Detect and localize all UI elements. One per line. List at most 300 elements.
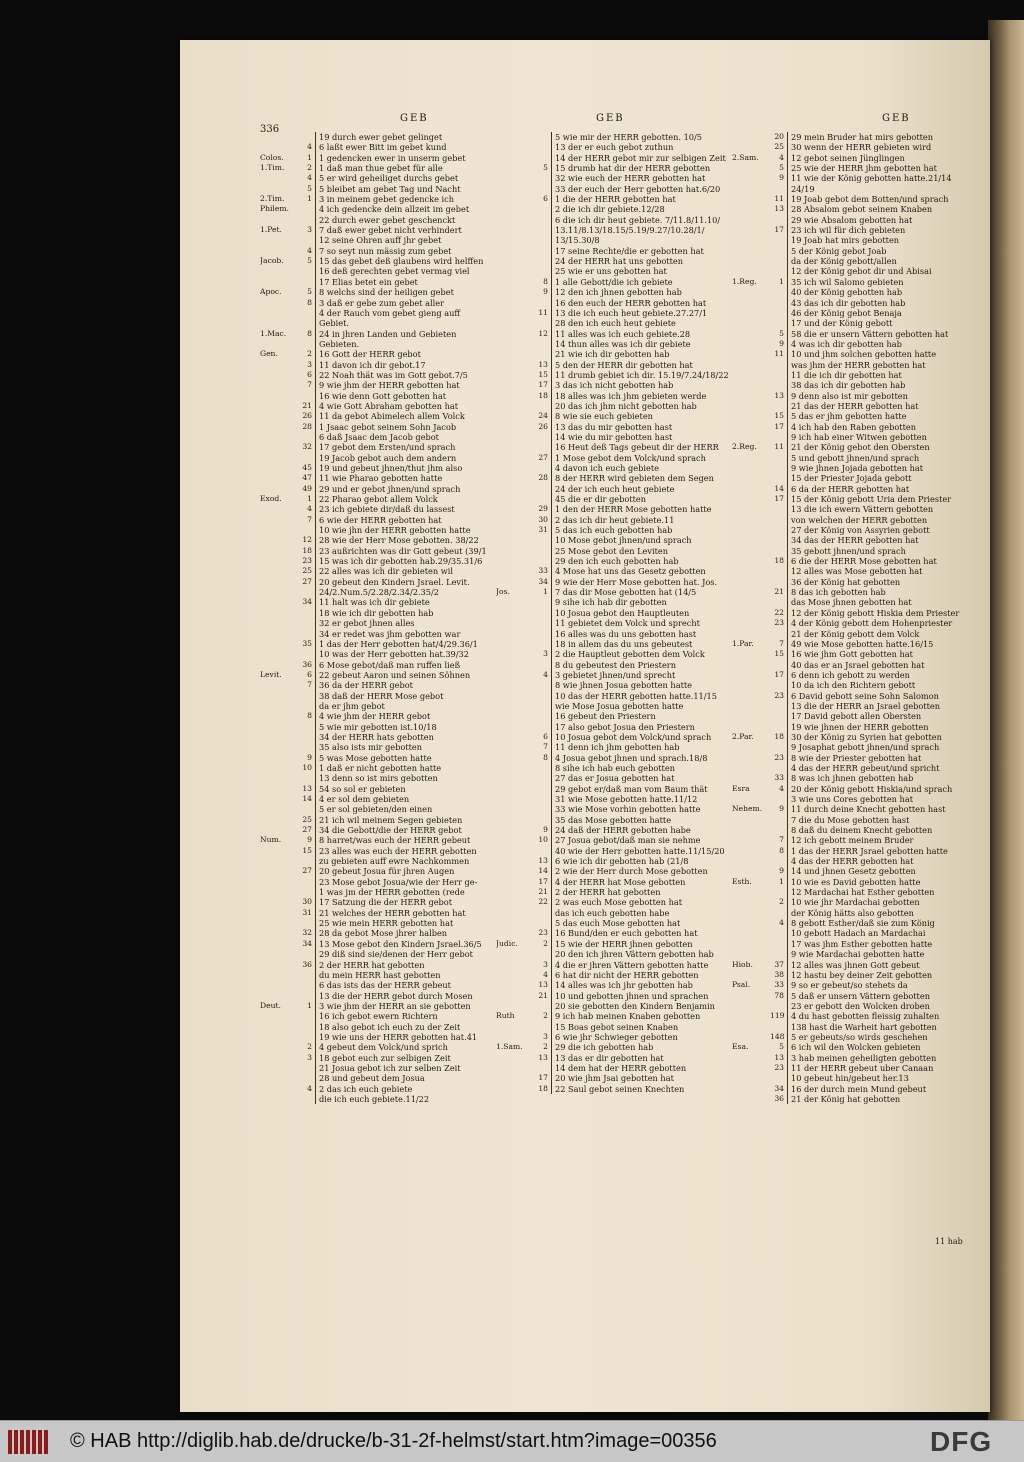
index-entry bbox=[496, 815, 746, 825]
book-abbrev bbox=[496, 287, 534, 297]
entry-text: 24 in jhren Landen und Gebieten bbox=[315, 329, 510, 339]
index-entry bbox=[496, 773, 746, 783]
book-abbrev: Ruth bbox=[496, 1011, 515, 1021]
entry-text: 16 der durch mein Mund gebeut bbox=[787, 1084, 994, 1094]
entry-text: 30 der König zu Syrien hat gebotten bbox=[787, 732, 994, 742]
chapter-number bbox=[534, 691, 551, 701]
index-entry bbox=[732, 928, 994, 938]
chapter-number bbox=[534, 722, 551, 732]
entry-text: 29 diß sind sie/denen der Herr gebot bbox=[315, 949, 510, 959]
index-entry bbox=[732, 339, 994, 349]
entry-text: 16 ich gebot ewern Richtern bbox=[315, 1011, 510, 1021]
entry-text: 27 der König von Assyrien gebott bbox=[787, 525, 994, 535]
book-abbrev bbox=[496, 1032, 534, 1042]
index-entry bbox=[496, 525, 746, 535]
chapter-number bbox=[534, 763, 551, 773]
entry-text: 6 da der HERR gebotten hat bbox=[787, 484, 994, 494]
entry-text: 13/15.30/8 bbox=[551, 235, 746, 245]
entry-text: 23 Mose gebot Josua/wie der Herr ge- bbox=[315, 877, 510, 887]
book-abbrev bbox=[496, 484, 534, 494]
column-head: GEB bbox=[400, 113, 429, 124]
chapter-number bbox=[298, 525, 315, 535]
chapter-number bbox=[534, 184, 551, 194]
entry-text: 19 durch ewer gebet gelinget bbox=[315, 132, 510, 142]
entry-text: 4 das der HERR gebeut/und spricht bbox=[787, 763, 994, 773]
index-entry bbox=[732, 515, 994, 525]
chapter-number bbox=[298, 732, 315, 742]
entry-text: 6 denn ich gebott zu werden bbox=[787, 670, 994, 680]
book-abbrev bbox=[732, 608, 770, 618]
entry-text: 1 daß man thue gebet für alle bbox=[315, 163, 510, 173]
index-entry bbox=[732, 629, 994, 639]
chapter-number: 20 bbox=[774, 132, 784, 141]
entry-text: du mein HERR hast gebotten bbox=[315, 970, 510, 980]
chapter-number: 21 bbox=[538, 990, 548, 1000]
chapter-number bbox=[770, 887, 787, 897]
entry-text: 28 Absalom gebot seinem Knaben bbox=[787, 204, 994, 214]
entry-text: die ich euch gebiete.11/22 bbox=[315, 1094, 510, 1104]
entry-text: 29 die ich gebotten hab bbox=[551, 1042, 746, 1052]
book-abbrev bbox=[260, 1053, 298, 1063]
index-entry bbox=[732, 722, 994, 732]
index-entry bbox=[260, 835, 510, 845]
index-entry bbox=[732, 163, 994, 173]
index-entry bbox=[496, 1011, 746, 1021]
entry-text: 5 bleibet am gebet Tag und Nacht bbox=[315, 184, 510, 194]
chapter-number bbox=[770, 660, 787, 670]
index-entry bbox=[732, 380, 994, 390]
chapter-number: 9 bbox=[543, 825, 548, 835]
chapter-number: 27 bbox=[302, 825, 312, 835]
entry-text: 10 wie es David gebotten hatte bbox=[787, 877, 994, 887]
book-abbrev bbox=[260, 960, 298, 970]
entry-text: 35 das Mose gebotten hatte bbox=[551, 815, 746, 825]
book-abbrev bbox=[732, 866, 770, 876]
entry-text: 8 du gebeutest den Priestern bbox=[551, 660, 746, 670]
book-abbrev bbox=[732, 204, 770, 214]
index-entry bbox=[496, 473, 746, 483]
book-abbrev bbox=[732, 753, 770, 763]
chapter-number: 13 bbox=[774, 390, 784, 400]
chapter-number bbox=[534, 918, 551, 928]
book-abbrev bbox=[732, 1032, 770, 1042]
entry-text: 15 drumb hat dir der HERR gebotten bbox=[551, 163, 746, 173]
book-abbrev bbox=[732, 597, 770, 607]
entry-text: 6 die der HERR Mose gebotten hat bbox=[787, 556, 994, 566]
index-entry bbox=[496, 142, 746, 152]
entry-text: 16 gebeut den Priestern bbox=[551, 711, 746, 721]
chapter-number: 2 bbox=[307, 163, 312, 173]
book-abbrev bbox=[260, 411, 298, 421]
index-entry bbox=[260, 742, 510, 752]
chapter-number bbox=[770, 525, 787, 535]
index-entry bbox=[732, 680, 994, 690]
chapter-number: 35 bbox=[302, 638, 312, 648]
index-entry bbox=[260, 639, 510, 649]
book-abbrev bbox=[732, 473, 770, 483]
book-abbrev bbox=[732, 1022, 770, 1032]
index-entry bbox=[732, 525, 994, 535]
chapter-number bbox=[534, 246, 551, 256]
index-entry bbox=[496, 991, 746, 1001]
chapter-number bbox=[298, 804, 315, 814]
entry-text: 34 er redet was jhm gebotten war bbox=[315, 629, 510, 639]
index-entry bbox=[496, 597, 746, 607]
entry-text: 14 dem hat der HERR gebotten bbox=[551, 1063, 746, 1073]
entry-text: 6 wie ich dir gebotten hab (21/8 bbox=[551, 856, 746, 866]
index-entry bbox=[260, 1094, 510, 1104]
index-entry bbox=[260, 773, 510, 783]
entry-text: 7 die du Mose gebotten hast bbox=[787, 815, 994, 825]
book-abbrev bbox=[260, 1073, 298, 1083]
index-entry bbox=[260, 928, 510, 938]
book-abbrev: 1.Tim. bbox=[260, 163, 285, 173]
chapter-number: 17 bbox=[538, 1073, 548, 1083]
entry-text: 11 drumb gebiet ich dir. 15.19/7.24/18/22 bbox=[551, 370, 746, 380]
chapter-number: 29 bbox=[538, 504, 548, 514]
book-abbrev bbox=[496, 308, 534, 318]
book-abbrev bbox=[496, 577, 534, 587]
entry-text: 11 da gebot Abimelech allem Volck bbox=[315, 411, 510, 421]
entry-text: 34 die Gebott/die der HERR gebot bbox=[315, 825, 510, 835]
chapter-number: 25 bbox=[302, 566, 312, 576]
entry-text: 46 der König gebot Benaja bbox=[787, 308, 994, 318]
entry-text: 28 da gebot Mose jhrer halben bbox=[315, 928, 510, 938]
entry-text: 40 der König gebotten hab bbox=[787, 287, 994, 297]
chapter-number: 21 bbox=[538, 887, 548, 897]
index-entry bbox=[732, 897, 994, 907]
entry-text: 14 wie du mir gebotten hast bbox=[551, 432, 746, 442]
book-abbrev bbox=[260, 173, 298, 183]
entry-text: 3 wie jhm der HERR an sie gebotten bbox=[315, 1001, 510, 1011]
book-abbrev: Jos. bbox=[496, 587, 510, 597]
chapter-number: 17 bbox=[774, 421, 784, 431]
chapter-number: 4 bbox=[307, 245, 312, 255]
chapter-number: 13 bbox=[774, 204, 784, 214]
chapter-number bbox=[770, 266, 787, 276]
index-entry bbox=[732, 215, 994, 225]
chapter-number bbox=[534, 639, 551, 649]
index-entry bbox=[496, 877, 746, 887]
chapter-number bbox=[298, 742, 315, 752]
book-abbrev: 1.Par. bbox=[732, 638, 754, 648]
chapter-number bbox=[770, 908, 787, 918]
book-abbrev bbox=[732, 722, 770, 732]
book-abbrev bbox=[732, 773, 770, 783]
index-entry bbox=[260, 701, 510, 711]
index-entry bbox=[732, 618, 994, 628]
book-abbrev bbox=[496, 463, 534, 473]
chapter-number: 17 bbox=[538, 380, 548, 390]
book-abbrev: Apoc. bbox=[260, 287, 282, 297]
entry-text: 18 in allem das du uns gebeutest bbox=[551, 639, 746, 649]
entry-text: 10 und gebotten jhnen und sprachen bbox=[551, 991, 746, 1001]
index-entry bbox=[496, 484, 746, 494]
entry-text: 18 wie ich dir gebotten hab bbox=[315, 608, 510, 618]
chapter-number bbox=[534, 794, 551, 804]
book-abbrev bbox=[732, 256, 770, 266]
chapter-number bbox=[534, 1001, 551, 1011]
entry-text: 32 er gebot jhnen alles bbox=[315, 618, 510, 628]
chapter-number: 21 bbox=[774, 587, 784, 597]
entry-text: 10 wie jhr Mardachai gebotten bbox=[787, 897, 994, 907]
entry-text: 19 wie jhnen der HERR gebotten bbox=[787, 722, 994, 732]
chapter-number bbox=[534, 680, 551, 690]
index-entry bbox=[496, 1032, 746, 1042]
book-abbrev bbox=[260, 535, 298, 545]
index-entry bbox=[496, 153, 746, 163]
page-number: 336 bbox=[260, 124, 280, 135]
book-abbrev bbox=[732, 825, 770, 835]
index-entry bbox=[496, 618, 746, 628]
entry-text: 40 das er an Jsrael gebotten hat bbox=[787, 660, 994, 670]
chapter-number bbox=[770, 1073, 787, 1083]
copyright-link[interactable]: © HAB http://diglib.hab.de/drucke/b-31-2f-helmst/start.htm?image=00356 bbox=[70, 1430, 717, 1452]
index-entry bbox=[260, 1032, 510, 1042]
index-entry bbox=[260, 939, 510, 949]
index-entry bbox=[496, 577, 746, 587]
book-abbrev: 2.Sam. bbox=[732, 152, 759, 162]
chapter-number: 1 bbox=[307, 194, 312, 204]
book-abbrev bbox=[260, 556, 298, 566]
book-abbrev bbox=[260, 504, 298, 514]
book-abbrev bbox=[732, 504, 770, 514]
chapter-number: 22 bbox=[774, 607, 784, 617]
index-entry bbox=[496, 318, 746, 328]
chapter-number: 1 bbox=[307, 1000, 312, 1010]
index-entry bbox=[260, 587, 510, 597]
chapter-number bbox=[534, 298, 551, 308]
index-entry bbox=[260, 339, 510, 349]
index-entry bbox=[260, 442, 510, 452]
chapter-number bbox=[534, 401, 551, 411]
index-entry bbox=[732, 391, 994, 401]
chapter-number: 27 bbox=[302, 576, 312, 586]
entry-text: 4 was ich dir gebotten hab bbox=[787, 339, 994, 349]
index-entry bbox=[732, 287, 994, 297]
book-abbrev bbox=[732, 949, 770, 959]
entry-text: Gebieten. bbox=[315, 339, 510, 349]
entry-text: 29 wie Absalom gebotten hat bbox=[787, 215, 994, 225]
chapter-number bbox=[534, 266, 551, 276]
chapter-number: 37 bbox=[774, 959, 784, 969]
book-abbrev bbox=[260, 1042, 298, 1052]
entry-text: 19 Joab gebot dem Botten/und sprach bbox=[787, 194, 994, 204]
book-abbrev bbox=[732, 142, 770, 152]
entry-text: 11 die ich dir gebotten hat bbox=[787, 370, 994, 380]
book-abbrev: 2.Tim. bbox=[260, 194, 285, 204]
book-abbrev bbox=[496, 494, 534, 504]
chapter-number: 47 bbox=[302, 473, 312, 483]
chapter-number bbox=[298, 608, 315, 618]
index-entry bbox=[260, 722, 510, 732]
index-entry bbox=[732, 484, 994, 494]
chapter-number: 5 bbox=[779, 163, 784, 173]
entry-text: 10 Josua gebot dem Volck/und sprach bbox=[551, 732, 746, 742]
chapter-number bbox=[298, 318, 315, 328]
book-abbrev bbox=[496, 691, 534, 701]
book-abbrev bbox=[496, 794, 534, 804]
index-entry bbox=[732, 825, 994, 835]
chapter-number: 34 bbox=[302, 597, 312, 607]
entry-text: 33 der euch der Herr gebotten hat.6/20 bbox=[551, 184, 746, 194]
index-entry bbox=[732, 970, 994, 980]
chapter-number bbox=[534, 949, 551, 959]
index-entry bbox=[732, 142, 994, 152]
chapter-number: 17 bbox=[774, 669, 784, 679]
entry-text: 33 wie Mose vorhin gebotten hatte bbox=[551, 804, 746, 814]
entry-text: 23 außrichten was dir Gott gebeut (39/1 bbox=[315, 546, 510, 556]
book-abbrev bbox=[496, 918, 534, 928]
book-abbrev bbox=[732, 815, 770, 825]
book-abbrev bbox=[260, 649, 298, 659]
entry-text: 12 der König gebot dir und Abisai bbox=[787, 266, 994, 276]
chapter-number: 22 bbox=[538, 897, 548, 907]
book-abbrev bbox=[496, 908, 534, 918]
chapter-number bbox=[298, 1073, 315, 1083]
entry-text: 16 alles was du uns gebotten hast bbox=[551, 629, 746, 639]
chapter-number: 14 bbox=[774, 483, 784, 493]
index-entry bbox=[496, 887, 746, 897]
book-abbrev bbox=[732, 318, 770, 328]
entry-text: 18 gebot euch zur selbigen Zeit bbox=[315, 1053, 510, 1063]
index-entry bbox=[260, 256, 510, 266]
entry-text: 8 der HERR wird gebieten dem Segen bbox=[551, 473, 746, 483]
chapter-number: 23 bbox=[774, 752, 784, 762]
index-entry bbox=[496, 173, 746, 183]
book-abbrev bbox=[732, 701, 770, 711]
chapter-number: 49 bbox=[302, 483, 312, 493]
book-abbrev bbox=[732, 1084, 770, 1094]
chapter-number bbox=[534, 204, 551, 214]
book-abbrev bbox=[496, 1053, 534, 1063]
index-entry bbox=[260, 804, 510, 814]
book-abbrev bbox=[260, 928, 298, 938]
index-entry bbox=[496, 680, 746, 690]
book-abbrev: 1.Pet. bbox=[260, 225, 282, 235]
chapter-number bbox=[770, 742, 787, 752]
book-abbrev bbox=[496, 163, 534, 173]
chapter-number bbox=[534, 142, 551, 152]
book-abbrev bbox=[496, 246, 534, 256]
chapter-number: 33 bbox=[774, 980, 784, 990]
index-entry bbox=[732, 432, 994, 442]
book-abbrev bbox=[732, 515, 770, 525]
entry-text: 10 das der HERR gebotten hatte.11/15 bbox=[551, 691, 746, 701]
index-entry bbox=[260, 608, 510, 618]
chapter-number: 9 bbox=[779, 804, 784, 814]
column-head: GEB bbox=[882, 113, 911, 124]
index-entry bbox=[496, 246, 746, 256]
chapter-number: 4 bbox=[779, 918, 784, 928]
index-entry bbox=[732, 566, 994, 576]
book-abbrev bbox=[496, 349, 534, 359]
book-abbrev bbox=[732, 1094, 770, 1104]
index-entry bbox=[260, 1063, 510, 1073]
entry-text: 12 der König gebott Hiskia dem Priester bbox=[787, 608, 994, 618]
book-abbrev bbox=[260, 970, 298, 980]
entry-text: 11 der HERR gebeut uber Canaan bbox=[787, 1063, 994, 1073]
chapter-number: 10 bbox=[538, 835, 548, 845]
entry-text: 19 Jacob gebot auch dem andern bbox=[315, 453, 510, 463]
index-entry bbox=[496, 670, 746, 680]
index-entry bbox=[732, 1073, 994, 1083]
book-abbrev bbox=[496, 660, 534, 670]
entry-text: 25 wie er uns gebotten hat bbox=[551, 266, 746, 276]
index-entry bbox=[260, 1042, 510, 1052]
index-entry bbox=[732, 308, 994, 318]
entry-text: 22 Pharao gebot allem Volck bbox=[315, 494, 510, 504]
entry-text: 30 wenn der HERR gebieten wird bbox=[787, 142, 994, 152]
chapter-number bbox=[770, 763, 787, 773]
chapter-number: 5 bbox=[307, 256, 312, 266]
index-entry bbox=[260, 504, 510, 514]
index-entry bbox=[732, 949, 994, 959]
book-abbrev bbox=[732, 1073, 770, 1083]
book-abbrev bbox=[260, 360, 298, 370]
index-entry bbox=[496, 184, 746, 194]
index-entry bbox=[496, 566, 746, 576]
book-abbrev bbox=[260, 732, 298, 742]
book-abbrev bbox=[732, 970, 770, 980]
entry-text: 22 alles was ich dir gebieten wil bbox=[315, 566, 510, 576]
book-abbrev bbox=[260, 1022, 298, 1032]
index-entry bbox=[732, 866, 994, 876]
index-entry bbox=[496, 629, 746, 639]
index-entry bbox=[260, 494, 510, 504]
chapter-number: 8 bbox=[307, 297, 312, 307]
chapter-number: 8 bbox=[307, 711, 312, 721]
book-abbrev bbox=[260, 453, 298, 463]
book-abbrev bbox=[496, 1001, 534, 1011]
entry-text: 24 daß der HERR gebotten habe bbox=[551, 825, 746, 835]
book-abbrev bbox=[496, 556, 534, 566]
chapter-number: 31 bbox=[538, 525, 548, 535]
index-entry bbox=[496, 846, 746, 856]
book-abbrev bbox=[260, 980, 298, 990]
index-entry bbox=[496, 866, 746, 876]
book-abbrev bbox=[732, 432, 770, 442]
index-entry bbox=[496, 225, 746, 235]
entry-text: 28 und gebeut dem Josua bbox=[315, 1073, 510, 1083]
chapter-number bbox=[534, 225, 551, 235]
book-abbrev bbox=[732, 298, 770, 308]
chapter-number bbox=[770, 246, 787, 256]
index-entry bbox=[496, 949, 746, 959]
book-abbrev bbox=[496, 1022, 534, 1032]
chapter-number: 30 bbox=[302, 897, 312, 907]
book-abbrev bbox=[496, 525, 534, 535]
chapter-number bbox=[298, 339, 315, 349]
chapter-number: 31 bbox=[302, 907, 312, 917]
book-abbrev bbox=[260, 132, 298, 142]
entry-text: 2 der HERR hat gebotten bbox=[315, 960, 510, 970]
chapter-number: 4 bbox=[543, 969, 548, 979]
entry-text: wie Mose Josua gebotten hatte bbox=[551, 701, 746, 711]
chapter-number: 34 bbox=[538, 576, 548, 586]
chapter-number bbox=[298, 235, 315, 245]
entry-text: 12 alles was jhnen Gott gebeut bbox=[787, 960, 994, 970]
chapter-number: 13 bbox=[538, 980, 548, 990]
index-entry bbox=[732, 1063, 994, 1073]
chapter-number: 11 bbox=[774, 349, 784, 359]
index-entry bbox=[260, 629, 510, 639]
book-abbrev bbox=[496, 877, 534, 887]
book-abbrev: 1.Sam. bbox=[496, 1042, 523, 1052]
entry-text: 13.11/8.13/18.15/5.19/9.27/10.28/1/ bbox=[551, 225, 746, 235]
book-abbrev bbox=[260, 215, 298, 225]
chapter-number bbox=[534, 908, 551, 918]
